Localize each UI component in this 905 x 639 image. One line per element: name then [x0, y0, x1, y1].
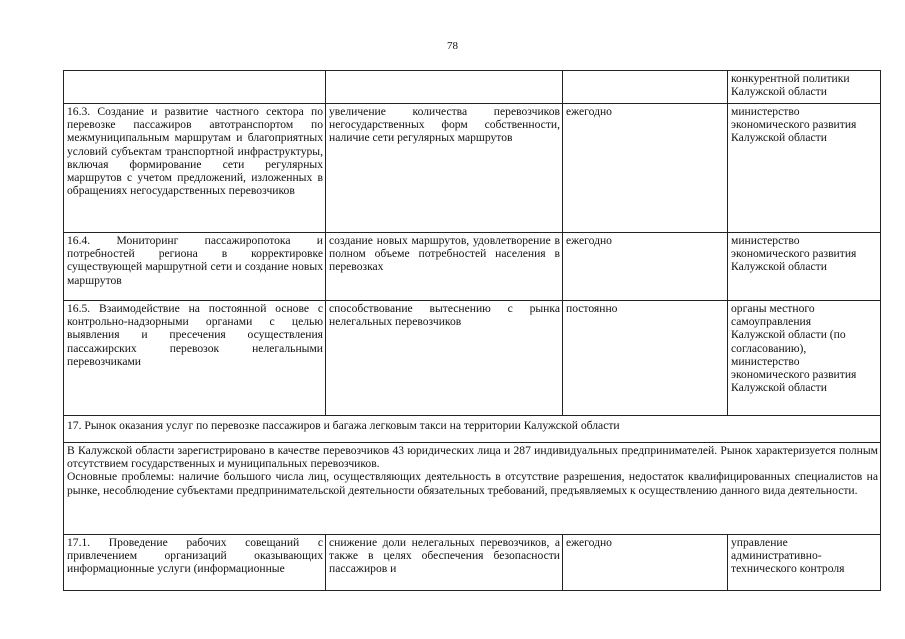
table-cell: постоянно — [563, 301, 728, 416]
table-cell — [64, 71, 326, 104]
table-cell: 16.4. Мониторинг пассажиропотока и потребностей региона в корректировке существующей маршрутной сети и создание новых маршрутов — [64, 233, 326, 301]
table-cell: способствование вытеснению с рынка нелегальных перевозчиков — [326, 301, 563, 416]
table-row — [64, 416, 881, 443]
table-cell: органы местного самоуправления Калужской области (по согласованию), министерство экономического развития Калужской области — [728, 301, 881, 416]
table-cell: конкурентной политики Калужской области — [728, 71, 881, 104]
table-cell: министерство экономического развития Калужской области — [728, 104, 881, 233]
table-row — [64, 233, 881, 301]
section-description — [64, 443, 881, 535]
table-cell: управление административно- технического контроля — [728, 535, 881, 591]
table-cell: увеличение количества перевозчиков негосударственных форм собственности, наличие сети регулярных маршрутов — [326, 104, 563, 233]
table-row — [64, 104, 881, 233]
table-cell — [326, 71, 563, 104]
section-paragraph: В Калужской области зарегистрировано в качестве перевозчиков 43 юридических лица и 287 индивидуальных предпринимателей. Рынок характеризуется полным отсутствием государственных и муниципальных перевозчиков. — [67, 444, 878, 471]
table-cell — [563, 71, 728, 104]
table-cell: ежегодно — [563, 104, 728, 233]
section-paragraph: Основные проблемы: наличие большого числа лиц, осуществляющих деятельность в отсутствие разрешения, недостаток квалифицированных специалистов на рынке, несоблюдение субъектами предпринимательской деятельности обязательных требований, предъявляемых к осуществлению данного вида деятельности. — [67, 470, 878, 497]
table-row — [64, 443, 881, 535]
table-cell: ежегодно — [563, 233, 728, 301]
table-row — [64, 71, 881, 104]
table-cell: 17.1. Проведение рабочих совещаний с привлечением организаций оказывающих информационные услуги (информационные — [64, 535, 326, 591]
plan-table — [63, 70, 881, 591]
table-cell: 16.3. Создание и развитие частного сектора по перевозке пассажиров автотранспортом по межмуниципальным маршрутам и благоприятных условий субъектам транспортной инфраструктуры, включая формирование сети регулярных маршрутов с учетом предложений, изложенных в обращениях негосударственных перевозчиков — [64, 104, 326, 233]
table-cell: снижение доли нелегальных перевозчиков, а также в целях обеспечения безопасности пассажиров и — [326, 535, 563, 591]
table-row — [64, 301, 881, 416]
table-cell: министерство экономического развития Калужской области — [728, 233, 881, 301]
table-cell: создание новых маршрутов, удовлетворение в полном объеме потребностей населения в перевозках — [326, 233, 563, 301]
table-cell: 16.5. Взаимодействие на постоянной основе с контрольно-надзорными органами с целью выявления и пресечения осуществления пассажирских перевозок нелегальными перевозчиками — [64, 301, 326, 416]
table-cell: ежегодно — [563, 535, 728, 591]
section-title: 17. Рынок оказания услуг по перевозке пассажиров и багажа легковым такси на территории Калужской области — [64, 416, 881, 443]
page-number: 78 — [447, 40, 458, 52]
table-row — [64, 535, 881, 591]
